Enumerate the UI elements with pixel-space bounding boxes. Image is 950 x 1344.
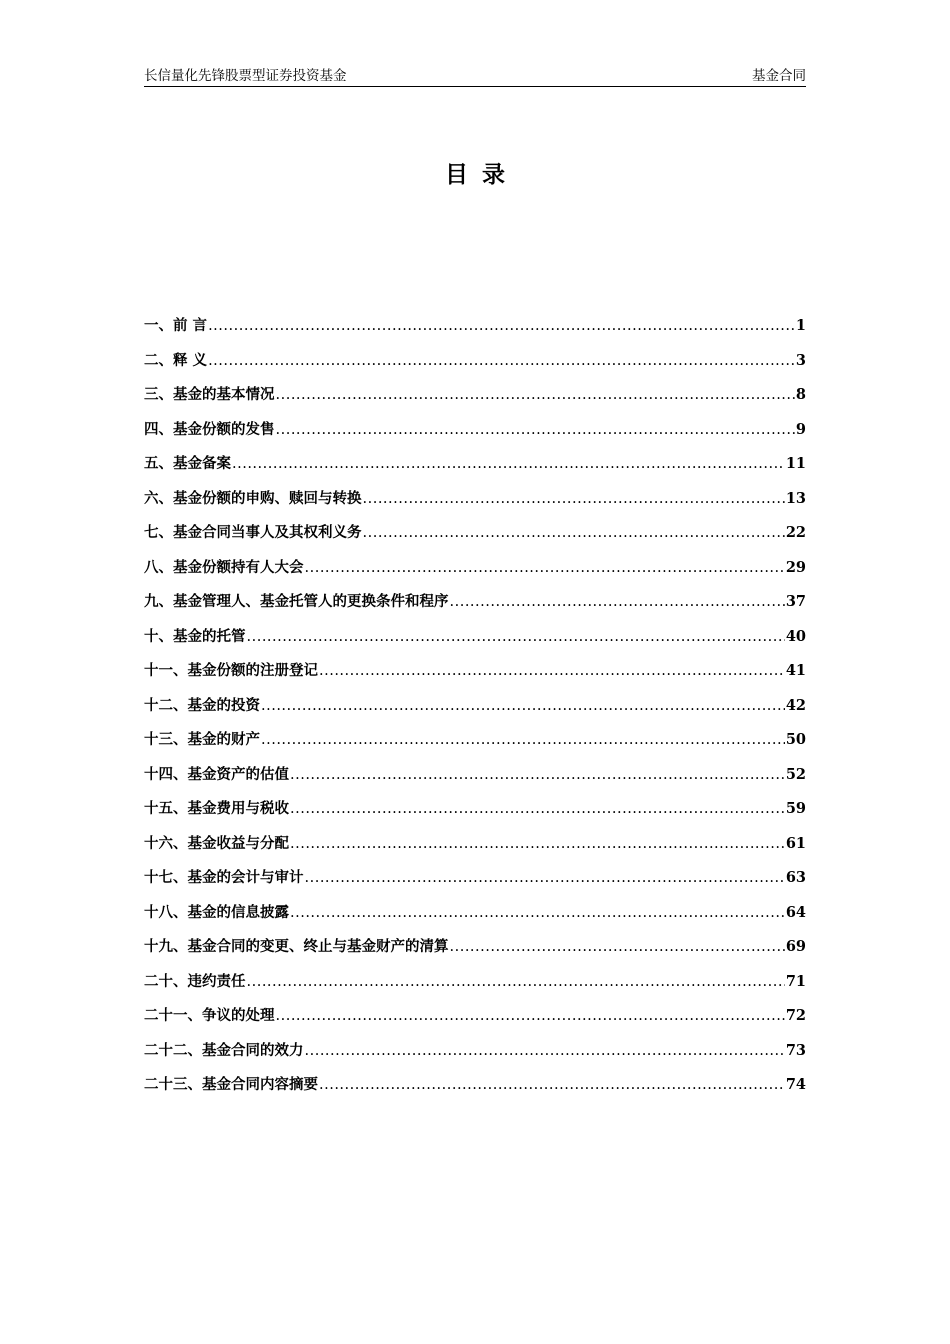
toc-entry-page-number: 37 — [785, 593, 806, 610]
toc-entry[interactable] — [144, 935, 806, 970]
toc-entry-label: 二十三、基金合同内容摘要 — [144, 1076, 318, 1093]
toc-entry[interactable] — [144, 797, 806, 832]
toc-dot-leader — [208, 314, 795, 338]
toc-entry-label: 十一、基金份额的注册登记 — [144, 662, 318, 679]
toc-entry-page-number: 72 — [785, 1007, 806, 1024]
toc-entry-page-number: 41 — [785, 662, 806, 679]
toc-entry[interactable] — [144, 901, 806, 936]
toc-dot-leader — [208, 349, 795, 373]
toc-entry-label: 九、基金管理人、基金托管人的更换条件和程序 — [144, 593, 449, 610]
toc-entry[interactable] — [144, 487, 806, 522]
toc-entry-label: 十三、基金的财产 — [144, 731, 260, 748]
toc-entry-label: 二十、违约责任 — [144, 972, 246, 990]
toc-dot-leader — [261, 728, 785, 752]
toc-dot-leader — [276, 418, 795, 442]
toc-entry[interactable] — [144, 659, 806, 694]
toc-entry[interactable] — [144, 452, 806, 487]
toc-entry-page-number: 52 — [785, 765, 806, 783]
toc-dot-leader — [290, 901, 785, 925]
toc-entry-page-number: 42 — [785, 696, 806, 714]
toc-dot-leader — [305, 1039, 785, 1063]
toc-entry-label: 五、基金备案 — [144, 455, 231, 472]
toc-entry-page-number: 40 — [785, 627, 806, 645]
toc-entry-page-number: 71 — [785, 972, 806, 990]
toc-dot-leader — [305, 866, 785, 890]
toc-entry[interactable] — [144, 590, 806, 625]
toc-entry[interactable] — [144, 832, 806, 867]
toc-entry-label: 一、前 言 — [144, 317, 208, 334]
toc-entry-page-number: 69 — [785, 938, 806, 955]
header-document-type: 基金合同 — [752, 68, 806, 84]
toc-dot-leader — [450, 590, 785, 614]
toc-entry[interactable] — [144, 1039, 806, 1074]
toc-entry[interactable] — [144, 1004, 806, 1039]
toc-entry-label: 十六、基金收益与分配 — [144, 834, 289, 852]
toc-entry-page-number: 50 — [785, 731, 806, 748]
toc-entry-label: 十五、基金费用与税收 — [144, 800, 289, 817]
toc-dot-leader — [290, 832, 785, 856]
toc-dot-leader — [232, 452, 785, 476]
toc-entry[interactable] — [144, 521, 806, 556]
toc-entry[interactable] — [144, 694, 806, 729]
toc-entry-label: 十、基金的托管 — [144, 627, 246, 645]
toc-dot-leader — [363, 487, 785, 511]
table-of-contents — [144, 314, 806, 1108]
toc-entry[interactable] — [144, 763, 806, 798]
toc-entry-label: 二十二、基金合同的效力 — [144, 1041, 304, 1059]
toc-entry-label: 四、基金份额的发售 — [144, 420, 275, 438]
toc-dot-leader — [276, 383, 795, 407]
toc-entry[interactable] — [144, 314, 806, 349]
toc-dot-leader — [290, 763, 785, 787]
toc-entry[interactable] — [144, 556, 806, 591]
toc-entry[interactable] — [144, 728, 806, 763]
toc-entry-page-number: 64 — [785, 903, 806, 921]
toc-entry-page-number: 63 — [785, 869, 806, 886]
toc-dot-leader — [319, 1073, 785, 1097]
toc-entry[interactable] — [144, 970, 806, 1005]
toc-entry-page-number: 9 — [795, 420, 806, 438]
toc-entry-label: 十八、基金的信息披露 — [144, 903, 289, 921]
toc-dot-leader — [290, 797, 785, 821]
page-header — [144, 66, 806, 87]
toc-dot-leader — [319, 659, 785, 683]
toc-entry[interactable] — [144, 349, 806, 384]
toc-dot-leader — [247, 970, 785, 994]
toc-entry-page-number: 73 — [785, 1041, 806, 1059]
toc-entry-page-number: 29 — [785, 558, 806, 576]
header-fund-name: 长信量化先锋股票型证券投资基金 — [144, 68, 347, 84]
toc-dot-leader — [450, 935, 785, 959]
toc-entry-label: 三、基金的基本情况 — [144, 386, 275, 403]
toc-entry[interactable] — [144, 1073, 806, 1108]
toc-entry[interactable] — [144, 418, 806, 453]
toc-entry-page-number: 8 — [795, 386, 806, 403]
toc-entry-page-number: 3 — [795, 351, 806, 369]
toc-dot-leader — [247, 625, 785, 649]
toc-dot-leader — [305, 556, 785, 580]
toc-entry-page-number: 74 — [785, 1076, 806, 1093]
toc-entry-page-number: 22 — [785, 524, 806, 541]
toc-entry-page-number: 11 — [785, 455, 806, 472]
toc-entry[interactable] — [144, 383, 806, 418]
toc-entry-label: 十九、基金合同的变更、终止与基金财产的清算 — [144, 938, 449, 955]
toc-dot-leader — [363, 521, 785, 545]
toc-entry[interactable] — [144, 625, 806, 660]
toc-entry-label: 二十一、争议的处理 — [144, 1007, 275, 1024]
toc-dot-leader — [276, 1004, 785, 1028]
toc-dot-leader — [261, 694, 785, 718]
toc-entry-label: 十七、基金的会计与审计 — [144, 869, 304, 886]
toc-entry-page-number: 59 — [785, 800, 806, 817]
toc-entry-label: 七、基金合同当事人及其权利义务 — [144, 524, 362, 541]
toc-entry-label: 六、基金份额的申购、赎回与转换 — [144, 489, 362, 507]
toc-entry[interactable] — [144, 866, 806, 901]
toc-entry-label: 八、基金份额持有人大会 — [144, 558, 304, 576]
toc-entry-label: 十二、基金的投资 — [144, 696, 260, 714]
toc-entry-page-number: 1 — [795, 317, 806, 334]
toc-entry-label: 十四、基金资产的估值 — [144, 765, 289, 783]
toc-entry-page-number: 61 — [785, 834, 806, 852]
toc-entry-label: 二、释 义 — [144, 351, 208, 369]
toc-entry-page-number: 13 — [785, 489, 806, 507]
page-title: 目录 — [445, 161, 519, 188]
